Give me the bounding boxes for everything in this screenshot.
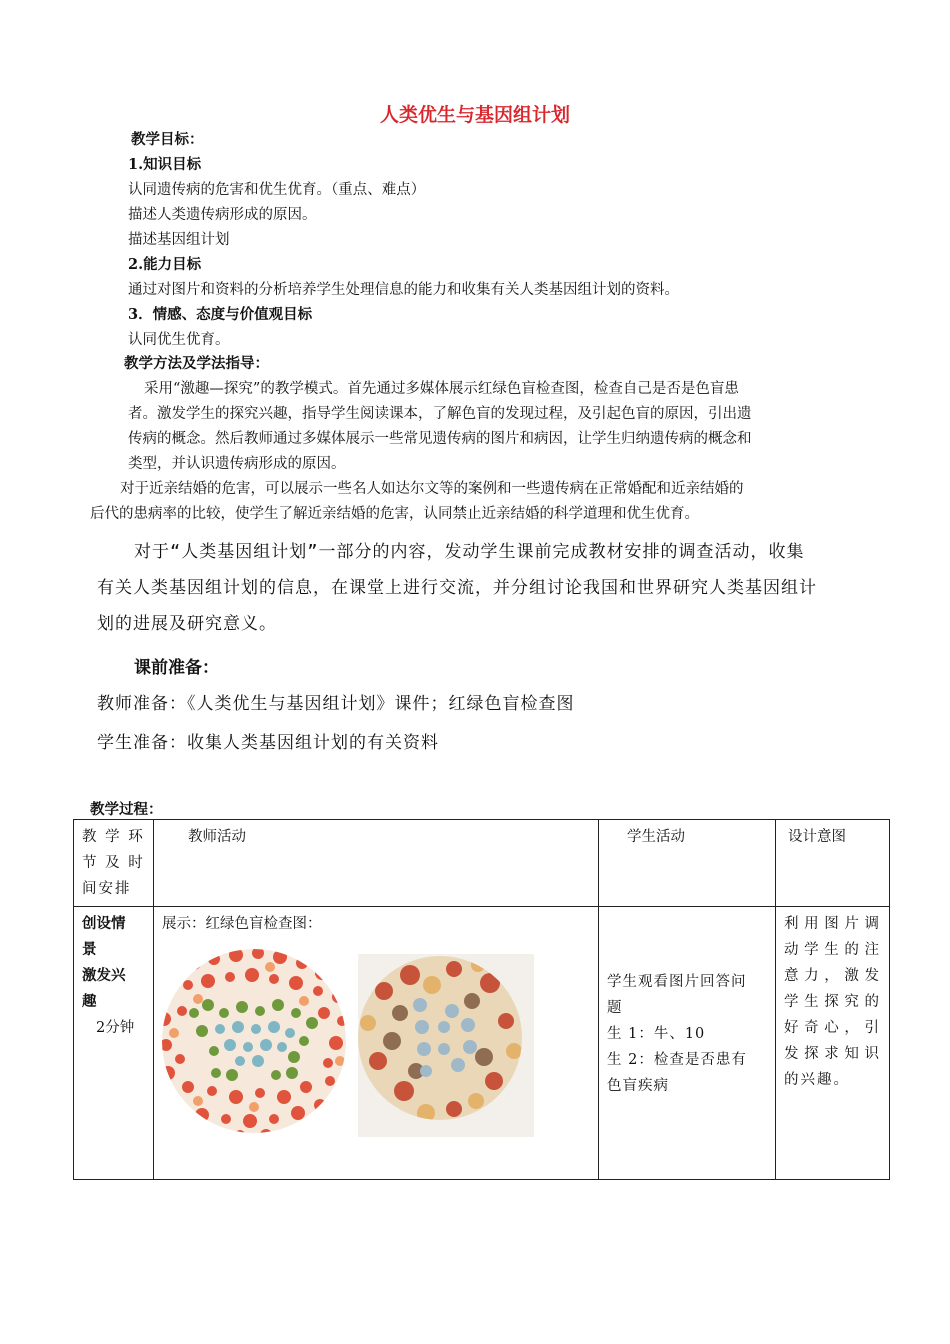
- knowledge-line: 描述人类遗传病形成的原因。: [128, 207, 317, 223]
- ability-heading: 2.能力目标: [128, 256, 202, 273]
- knowledge-line: 认同遗传病的危害和优生优育。（重点、难点）: [128, 182, 426, 198]
- methods-line: 对于近亲结婚的危害，可以展示一些名人如达尔文等的案例和一些遗传病在正常婚配和近亲结婚的: [120, 481, 744, 497]
- methods-heading: 教学方法及学法指导：: [124, 355, 269, 372]
- header-student: 学生活动: [599, 820, 776, 907]
- process-heading: 教学过程：: [90, 801, 163, 818]
- knowledge-heading: 1.知识目标: [128, 156, 202, 173]
- teacher-cell: 展示：红绿色盲检查图：: [154, 907, 599, 1180]
- ability-line: 通过对图片和资料的分析培养学生处理信息的能力和收集有关人类基因组计划的资料。: [128, 282, 679, 298]
- goals-heading: 教学目标：: [131, 131, 204, 148]
- methods-line: 后代的患病率的比较，使学生了解近亲结婚的危害，认同禁止近亲结婚的科学道理和优生优育。: [90, 506, 699, 522]
- emotion-heading: 3．情感、态度与价值观目标: [128, 306, 313, 323]
- emotion-line: 认同优生优育。: [128, 332, 230, 348]
- prep-teacher: 教师准备：《人类优生与基因组计划》课件；红绿色盲检查图: [97, 694, 575, 714]
- methods-line: 有关人类基因组计划的信息，在课堂上进行交流，并分组讨论我国和世界研究人类基因组计: [97, 578, 817, 598]
- methods-line: 者。激发学生的探究兴趣，指导学生阅读课本，了解色盲的发现过程，及引起色盲的原因，引出遗: [128, 406, 752, 422]
- student-cell: 学生观看图片回答问 题 生 1：牛、10 生 2：检查是否患有 色盲疾病: [599, 907, 776, 1180]
- methods-line: 传病的概念。然后教师通过多媒体展示一些常见遗传病的图片和病因，让学生归纳遗传病的概念和: [128, 431, 752, 447]
- table-header-row: [74, 820, 890, 907]
- methods-line: 划的进展及研究意义。: [97, 614, 277, 634]
- color-plates: [154, 941, 598, 1141]
- page-title: 人类优生与基因组计划: [379, 104, 570, 126]
- header-design: 设计意图: [776, 820, 890, 907]
- methods-line: 采用“激趣—探究”的教学模式。首先通过多媒体展示红绿色盲检查图，检查自己是否是色盲患: [144, 381, 739, 397]
- methods-line: 对于“人类基因组计划”一部分的内容，发动学生课前完成教材安排的调查活动，收集: [134, 542, 805, 562]
- prep-heading: 课前准备：: [134, 658, 219, 678]
- prep-student: 学生准备：收集人类基因组计划的有关资料: [97, 733, 439, 753]
- process-table: [73, 819, 890, 1180]
- header-teacher: 教师活动: [154, 820, 599, 907]
- color-plate-cow: [154, 941, 354, 1141]
- knowledge-line: 描述基因组计划: [128, 232, 230, 248]
- table-row: [74, 907, 890, 1180]
- color-blind-test-plates: [154, 941, 599, 1141]
- header-stage: 教 学 环 节 及 时 间安排: [74, 820, 154, 907]
- stage-cell: 创设情 景 激发兴 趣 2分钟: [74, 907, 154, 1180]
- methods-line: 类型，并认识遗传病形成的原因。: [128, 456, 346, 472]
- design-cell: 利用图片调动学生的注意力，激发学生探究的好奇心，引发探求知识的兴趣。: [776, 907, 890, 1180]
